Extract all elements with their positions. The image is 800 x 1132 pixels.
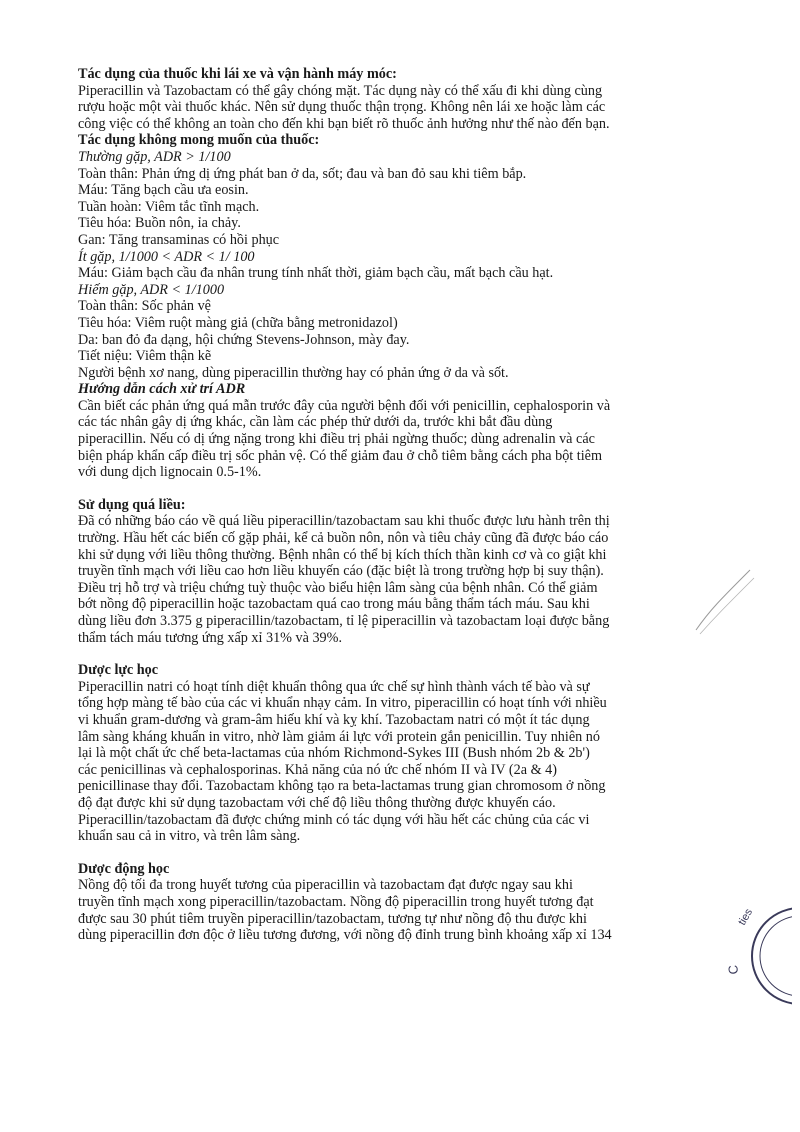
pharmacodynamics-line: khuẩn sau cả in vitro, và trên lâm sàng.: [78, 828, 301, 845]
section-spacer: [78, 845, 714, 861]
driving-heading: Tác dụng của thuốc khi lái xe và vận hành máy móc:: [78, 66, 397, 82]
section-spacer: [78, 481, 714, 497]
pharmacodynamics-line: lâm sàng kháng khuẩn in vitro, nhờ làm giảm ái lực với protein gắn penicillin. Tuy nhiên nó: [78, 728, 600, 745]
guidance-line: biện pháp khẩn cấp điều trị sốc phản vệ. Có thể giảm đau ở chỗ tiêm bằng cách pha bột tiêm: [78, 447, 603, 464]
driving-line-2: rượu hoặc một vài thuốc khác. Nên sử dụng thuốc thận trọng. Không nên lái xe hoặc làm các: [78, 99, 606, 116]
rare-item: Tiêu hóa: Viêm ruột màng giả (chữa bằng metronidazol): [78, 314, 398, 331]
pharmacodynamics-line: các penicillinas và cephalosporinas. Khả năng của nó ức chế nhóm II và IV (2a & 4): [78, 761, 557, 778]
stamp-circle-icon: [722, 900, 792, 1010]
rare-item: Da: ban đỏ đa dạng, hội chứng Stevens-Johnson, mày đay.: [78, 331, 410, 348]
pharmacodynamics-line: penicillinase thay đổi. Tazobactam không tạo ra beta-lactamas trung gian chromosom ở nồng: [78, 778, 606, 795]
overdose-line: truyền tĩnh mạch với liều cao hơn liều khuyến cáo (đặc biệt là trong trường hợp bị suy thận).: [78, 563, 604, 580]
overdose-line: khi sử dụng với liều thông thường. Bệnh nhân có thể bị kích thích thần kinh cơ và co giật khi: [78, 546, 607, 563]
pharmacodynamics-line: Piperacillin/tazobactam đã được chứng minh có tác dụng với hầu hết các chủng của các vi: [78, 811, 590, 828]
common-item: Gan: Tăng transaminas có hồi phục: [78, 231, 280, 248]
overdose-section: [78, 497, 714, 646]
overdose-line: Đã có những báo cáo về quá liều piperacillin/tazobactam sau khi thuốc được lưu hành trên thị: [78, 513, 610, 530]
adr-guidance-heading: Hướng dẫn cách xử trí ADR: [78, 381, 246, 398]
common-heading: Thường gặp, ADR > 1/100: [78, 148, 231, 165]
driving-section: [78, 66, 714, 132]
pharmacodynamics-line: vi khuẩn gram-dương và gram-âm hiếu khí và kỵ khí. Tazobactam natri có một ít tác dụng: [78, 711, 590, 728]
guidance-line: Cần biết các phản ứng quá mẫn trước đây của người bệnh đối với penicillin, cephalosporin và: [78, 397, 611, 414]
adverse-effects-section: [78, 132, 714, 480]
overdose-heading: Sử dụng quá liều:: [78, 496, 186, 513]
pharmacokinetics-line: dùng piperacillin đơn độc ở liều tương đương, với nồng độ đỉnh trung bình khoảng xấp xỉ 134: [78, 927, 612, 944]
stamp-fragment-text: ties: [736, 906, 756, 928]
common-item: Tiêu hóa: Buồn nôn, ỉa chảy.: [78, 215, 241, 232]
section-spacer: [78, 646, 714, 662]
partial-stamp: [722, 900, 792, 1010]
adverse-heading: Tác dụng không mong muốn của thuốc:: [78, 132, 320, 149]
pharmacokinetics-section: [78, 861, 714, 944]
pharmacokinetics-line: truyền tĩnh mạch xong piperacillin/tazobactam. Nồng độ piperacillin trong huyết tương đạt: [78, 893, 594, 910]
driving-line-1: Piperacillin và Tazobactam có thể gây chóng mặt. Tác dụng này có thể xấu đi khi dùng cùng: [78, 82, 603, 99]
pharmacokinetics-heading: Dược động học: [78, 860, 170, 877]
common-item: Toàn thân: Phản ứng dị ứng phát ban ở da, sốt; đau và ban đỏ sau khi tiêm bắp.: [78, 165, 527, 182]
uncommon-item: Máu: Giảm bạch cầu đa nhân trung tính nhất thời, giảm bạch cầu, mất bạch cầu hạt.: [78, 265, 554, 282]
document-page: [78, 66, 714, 944]
guidance-line: các tác nhân gây dị ứng khác, cần làm các phép thử dưới da, trước khi bắt đầu dùng: [78, 414, 553, 431]
pharmacokinetics-line: Nồng độ tối đa trong huyết tương của piperacillin và tazobactam đạt được ngay sau khi: [78, 877, 573, 894]
rare-heading: Hiếm gặp, ADR < 1/1000: [78, 281, 225, 298]
pharmacodynamics-section: [78, 662, 714, 845]
rare-item: Người bệnh xơ nang, dùng piperacillin thường hay có phản ứng ở da và sốt.: [78, 364, 509, 381]
overdose-line: Điều trị hỗ trợ và triệu chứng tuỳ thuộc vào biểu hiện lâm sàng của bệnh nhân. Có thể giảm: [78, 579, 598, 596]
guidance-line: piperacillin. Nếu có dị ứng nặng trong khi điều trị phải ngừng thuốc; dùng adrenalin và các: [78, 431, 595, 448]
pharmacodynamics-line: Piperacillin natri có hoạt tính diệt khuẩn thông qua ức chế sự hình thành vách tế bào và sự: [78, 678, 590, 695]
stamp-fragment-text: C: [725, 964, 741, 976]
rare-item: Tiết niệu: Viêm thận kẽ: [78, 348, 212, 365]
common-item: Tuần hoàn: Viêm tắc tĩnh mạch.: [78, 198, 260, 215]
pharmacodynamics-heading: Dược lực học: [78, 662, 159, 679]
pharmacodynamics-line: tổng hợp màng tế bào của các vi khuẩn nhạy cảm. In vitro, piperacillin có hoạt tính với nhiều: [78, 695, 607, 712]
rare-item: Toàn thân: Sốc phản vệ: [78, 298, 211, 315]
overdose-line: thẩm tách máu tương ứng xấp xỉ 31% và 39%.: [78, 629, 343, 646]
overdose-line: dùng liều đơn 3.375 g piperacillin/tazobactam, tỉ lệ piperacillin và tazobactam loại được bằng: [78, 613, 610, 629]
guidance-line: với dung dịch lignocain 0.5-1%.: [78, 464, 262, 481]
driving-line-3: công việc có thể không an toàn cho đến khi bạn biết rõ thuốc ảnh hưởng như thế nào đến bạn.: [78, 115, 610, 132]
overdose-line: bớt nồng độ piperacillin hoặc tazobactam quá cao trong máu bằng thẩm tách máu. Sau khi: [78, 596, 590, 613]
pharmacodynamics-line: độ đạt được khi sử dụng tazobactam với chế độ liều thông thường được khuyến cáo.: [78, 794, 556, 811]
pharmacokinetics-line: được sau 30 phút tiêm truyền piperacillin/tazobactam, tương tự như nồng độ thu được khi: [78, 910, 587, 927]
pharmacodynamics-line: lại là một chất ức chế beta-lactamas của nhóm Richmond-Sykes III (Bush nhóm 2b & 2b'): [78, 745, 590, 762]
overdose-line: trường. Hầu hết các biến cố gặp phải, kể cả buồn nôn, nôn và tiêu chảy cũng đã được báo cáo: [78, 530, 609, 547]
common-item: Máu: Tăng bạch cầu ưa eosin.: [78, 182, 249, 199]
uncommon-heading: Ít gặp, 1/1000 < ADR < 1/ 100: [78, 248, 255, 265]
